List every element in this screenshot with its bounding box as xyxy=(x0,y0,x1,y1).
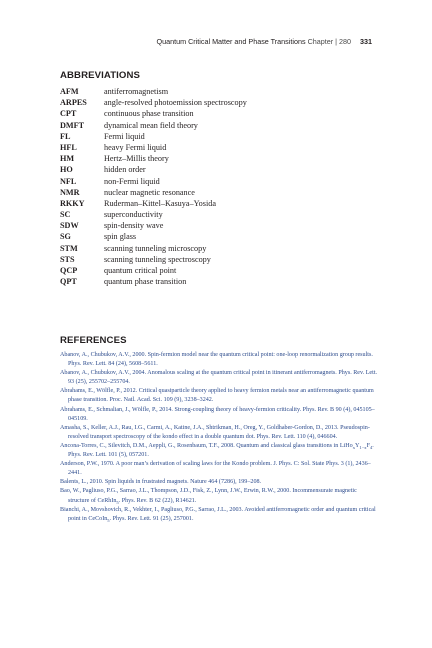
abbreviation-row xyxy=(60,153,380,164)
abbreviations-heading: ABBREVIATIONS xyxy=(60,70,141,81)
abbreviation-row xyxy=(60,231,380,242)
abbreviation-row xyxy=(60,120,380,131)
abbreviation-term: SDW xyxy=(60,221,79,231)
abbreviation-expansion: angle-resolved photoemission spectroscopy xyxy=(104,98,247,108)
abbreviation-term: SG xyxy=(60,232,71,242)
abbreviation-row xyxy=(60,108,380,119)
abbreviation-term: RKKY xyxy=(60,198,85,208)
abbreviation-term: DMFT xyxy=(60,120,85,130)
reference-text: Balents, L., 2010. Spin liquids in frustrated magnets. Nature 464 (7286), 199–208. xyxy=(60,479,262,486)
abbreviation-row xyxy=(60,187,380,198)
abbreviation-row xyxy=(60,254,380,265)
reference-entry[interactable] xyxy=(60,478,378,487)
abbreviation-expansion: nuclear magnetic resonance xyxy=(104,187,195,197)
abbreviation-expansion: spin-density wave xyxy=(104,221,164,231)
reference-entry[interactable] xyxy=(60,487,378,505)
reference-text: Anderson, P.W., 1970. A poor man’s derivation of scaling laws for the Kondo problem. J. Phys. C: Sol. State Phys. 3 (1), 2436–2441. xyxy=(60,461,371,477)
reference-entry[interactable] xyxy=(60,369,378,387)
reference-entry[interactable] xyxy=(60,506,378,524)
abbreviation-term: ARPES xyxy=(60,98,87,108)
abbreviation-expansion: superconductivity xyxy=(104,210,163,220)
abbreviation-expansion: quantum phase transition xyxy=(104,277,187,287)
page-number: 331 xyxy=(360,37,372,46)
abbreviation-row xyxy=(60,131,380,142)
abbreviation-row xyxy=(60,164,380,175)
abbreviation-term: HO xyxy=(60,165,73,175)
abbreviation-expansion: Fermi liquid xyxy=(104,131,145,141)
reference-text: F xyxy=(366,442,370,449)
reference-text: Abrahams, E., Schmalian, J., Wölfle, P., 2014. Strong-coupling theory of heavy-fermion criticality. Phys. Rev. B 90 (4), 045105–045109. xyxy=(60,406,375,422)
running-title: Quantum Critical Matter and Phase Transitions xyxy=(156,37,306,46)
abbreviation-expansion: quantum critical point xyxy=(104,266,177,275)
abbreviation-row xyxy=(60,142,380,153)
references-heading: REFERENCES xyxy=(60,335,127,346)
abbreviation-expansion: spin glass xyxy=(104,232,137,242)
abbreviation-row xyxy=(60,265,380,276)
running-header xyxy=(157,37,372,46)
abbreviation-expansion: Ruderman–Kittel–Kasuya–Yosida xyxy=(104,198,216,208)
abbreviation-expansion: scanning tunneling spectroscopy xyxy=(104,254,211,264)
abbreviation-expansion: non-Fermi liquid xyxy=(104,176,160,186)
abbreviation-term: HFL xyxy=(60,142,77,152)
references-list xyxy=(60,351,378,524)
abbreviation-term: STM xyxy=(60,243,78,253)
reference-text: Abanov, A., Chubukov, A.V., 2004. Anomalous scaling at the quantum critical point in itinerant antiferromagnets. Phys. Rev. Lett. 93 (25), 255702–255704. xyxy=(60,370,378,386)
abbreviation-row xyxy=(60,243,380,254)
reference-text: Bianchi, A., Movshovich, R., Vekhter, I., Pagliuso, P.G., Sarrao, J.L., 2003. Avoided antiferromagnetic order and quantum critical point in CeCoIn xyxy=(60,506,376,522)
reference-subscript: 1−x xyxy=(359,445,367,451)
reference-text: Bao, W., Pagliuso, P.G., Sarrao, J.L., Thompson, J.D., Fisk, Z., Lynn, J.W., Erwin, R.W., 2000. Incommensurate magnetic structure of CeRhIn xyxy=(60,488,357,504)
abbreviation-expansion: hidden order xyxy=(104,165,146,175)
reference-text: . Phys. Rev. B 62 (22), R14621. xyxy=(118,497,197,504)
reference-entry[interactable] xyxy=(60,387,378,405)
reference-entry[interactable] xyxy=(60,424,378,442)
abbreviation-expansion: continuous phase transition xyxy=(104,109,194,119)
abbreviation-expansion: dynamical mean field theory xyxy=(104,120,198,130)
reference-text: Y xyxy=(354,442,360,449)
chapter-label: Chapter | 280 xyxy=(307,37,351,46)
abbreviation-term: CPT xyxy=(60,109,77,119)
abbreviation-term: SC xyxy=(60,210,71,220)
reference-text: Ancona-Torres, C., Silevitch, D.M., Aeppli, G., Rosenbaum, T.F., 2008. Quantum and classical glass transitions in LiHo xyxy=(60,442,353,449)
reference-text: . Phys. Rev. Lett. 91 (25), 257001. xyxy=(109,515,194,522)
reference-subscript: 5 xyxy=(116,499,119,505)
abbreviation-term: QPT xyxy=(60,277,77,287)
abbreviation-term: HM xyxy=(60,154,75,164)
abbreviation-term: STS xyxy=(60,254,75,264)
abbreviation-term: QCP xyxy=(60,266,78,275)
abbreviation-row xyxy=(60,198,380,209)
reference-subscript: x xyxy=(352,445,355,451)
abbreviation-expansion: antiferromagnetism xyxy=(104,87,169,96)
abbreviation-row xyxy=(60,97,380,108)
reference-subscript: 4 xyxy=(369,445,373,451)
abbreviation-term: FL xyxy=(60,131,71,141)
abbreviation-expansion: heavy Fermi liquid xyxy=(104,142,167,152)
reference-text: Amasha, S., Keller, A.J., Rau, I.G., Carmi, A., Katine, J.A., Shtrikman, H., Oreg, Y., Goldhaber-Gordon, D., 2013. Pseudospin-resolved transport spectroscopy of the kondo effect in a double quantum dot. Phys. Rev. Lett. 110 (4), 046604. xyxy=(60,424,370,440)
abbreviation-row xyxy=(60,276,380,287)
abbreviation-term: AFM xyxy=(60,87,79,96)
reference-text: Abanov, A., Chubukov, A.V., 2000. Spin-fermion model near the quantum critical point: one-loop renormalization group results. Phys. Rev. Lett. 84 (24), 5608–5611. xyxy=(60,352,373,368)
abbreviation-row xyxy=(60,86,380,97)
abbreviation-row xyxy=(60,176,380,187)
abbreviation-expansion: scanning tunneling microscopy xyxy=(104,243,207,253)
reference-entry[interactable] xyxy=(60,460,378,478)
abbreviation-term: NFL xyxy=(60,176,77,186)
abbreviation-expansion: Hertz–Millis theory xyxy=(104,154,169,164)
reference-text: Abrahams, E., Wölfle, P., 2012. Critical quasiparticle theory applied to heavy fermion metals near an antiferromagnetic quantum phase transition. Proc. Natl. Acad. Sci. 109 (9), 3238–3242. xyxy=(60,388,374,404)
reference-subscript: 5 xyxy=(107,517,110,523)
abbreviation-term: NMR xyxy=(60,187,80,197)
reference-entry[interactable] xyxy=(60,442,378,460)
reference-entry[interactable] xyxy=(60,406,378,424)
abbreviation-row xyxy=(60,220,380,231)
reference-text: . Phys. Rev. Lett. 101 (5), 057201. xyxy=(68,442,374,459)
abbreviation-row xyxy=(60,209,380,220)
abbreviations-list xyxy=(60,86,380,287)
reference-entry[interactable] xyxy=(60,351,378,369)
